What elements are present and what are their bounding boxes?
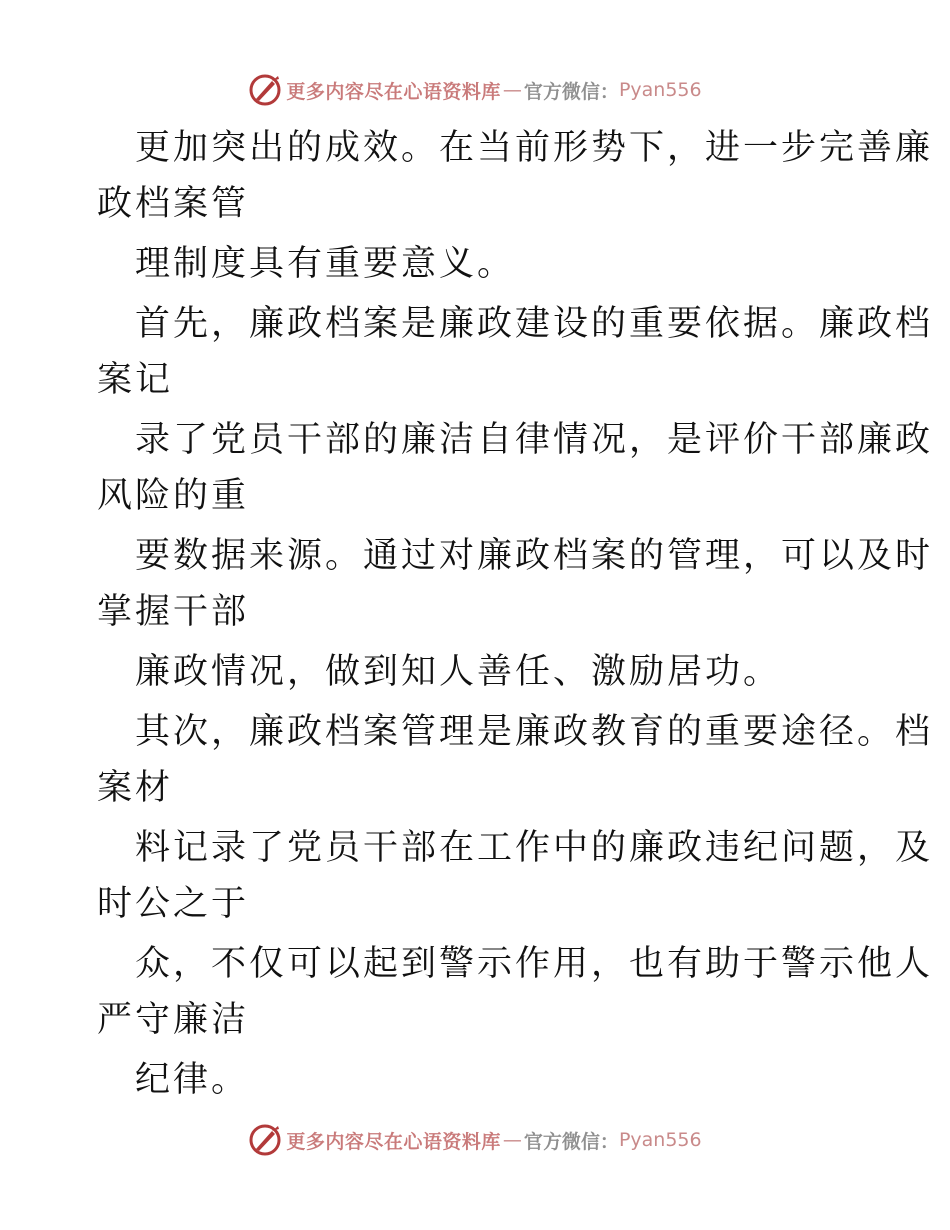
body-line: 案记 (97, 360, 174, 400)
watermark-label: 官方微信： (523, 80, 619, 103)
body-line: 政档案管 (97, 184, 250, 224)
watermark-brand: 更多内容尽在心语资料库 (286, 80, 501, 103)
body-line: 掌握干部 (97, 592, 250, 632)
footer-watermark (0, 1120, 950, 1160)
body-line: 首先，廉政档案是廉政建设的重要依据。廉政档 (135, 304, 934, 344)
body-line: 理制度具有重要意义。 (135, 244, 516, 284)
body-line: 严守廉洁 (97, 1000, 250, 1040)
body-line: 风险的重 (97, 476, 250, 516)
watermark-dash: — (502, 79, 522, 101)
header-watermark (0, 70, 950, 110)
body-line: 更加突出的成效。在当前形势下，进一步完善廉 (135, 128, 934, 168)
body-line: 案材 (97, 768, 174, 808)
body-line: 其次，廉政档案管理是廉政教育的重要途径。档 (135, 712, 934, 752)
body-line: 廉政情况，做到知人善任、激励居功。 (135, 652, 782, 692)
watermark-label: 官方微信： (523, 1130, 619, 1153)
watermark-wechat-id: Pyan556 (618, 79, 702, 101)
watermark-wechat-id: Pyan556 (618, 1129, 702, 1151)
quill-logo-icon (248, 1123, 282, 1157)
body-line: 要数据来源。通过对廉政档案的管理，可以及时 (135, 536, 934, 576)
body-line: 时公之于 (97, 884, 250, 924)
quill-logo-icon (248, 73, 282, 107)
body-line: 录了党员干部的廉洁自律情况，是评价干部廉政 (135, 420, 934, 460)
watermark-brand: 更多内容尽在心语资料库 (286, 1130, 501, 1153)
body-line: 众，不仅可以起到警示作用，也有助于警示他人 (135, 944, 934, 984)
body-line: 纪律。 (135, 1060, 250, 1100)
body-line: 料记录了党员干部在工作中的廉政违纪问题，及 (135, 828, 934, 868)
watermark-dash: — (502, 1129, 522, 1151)
